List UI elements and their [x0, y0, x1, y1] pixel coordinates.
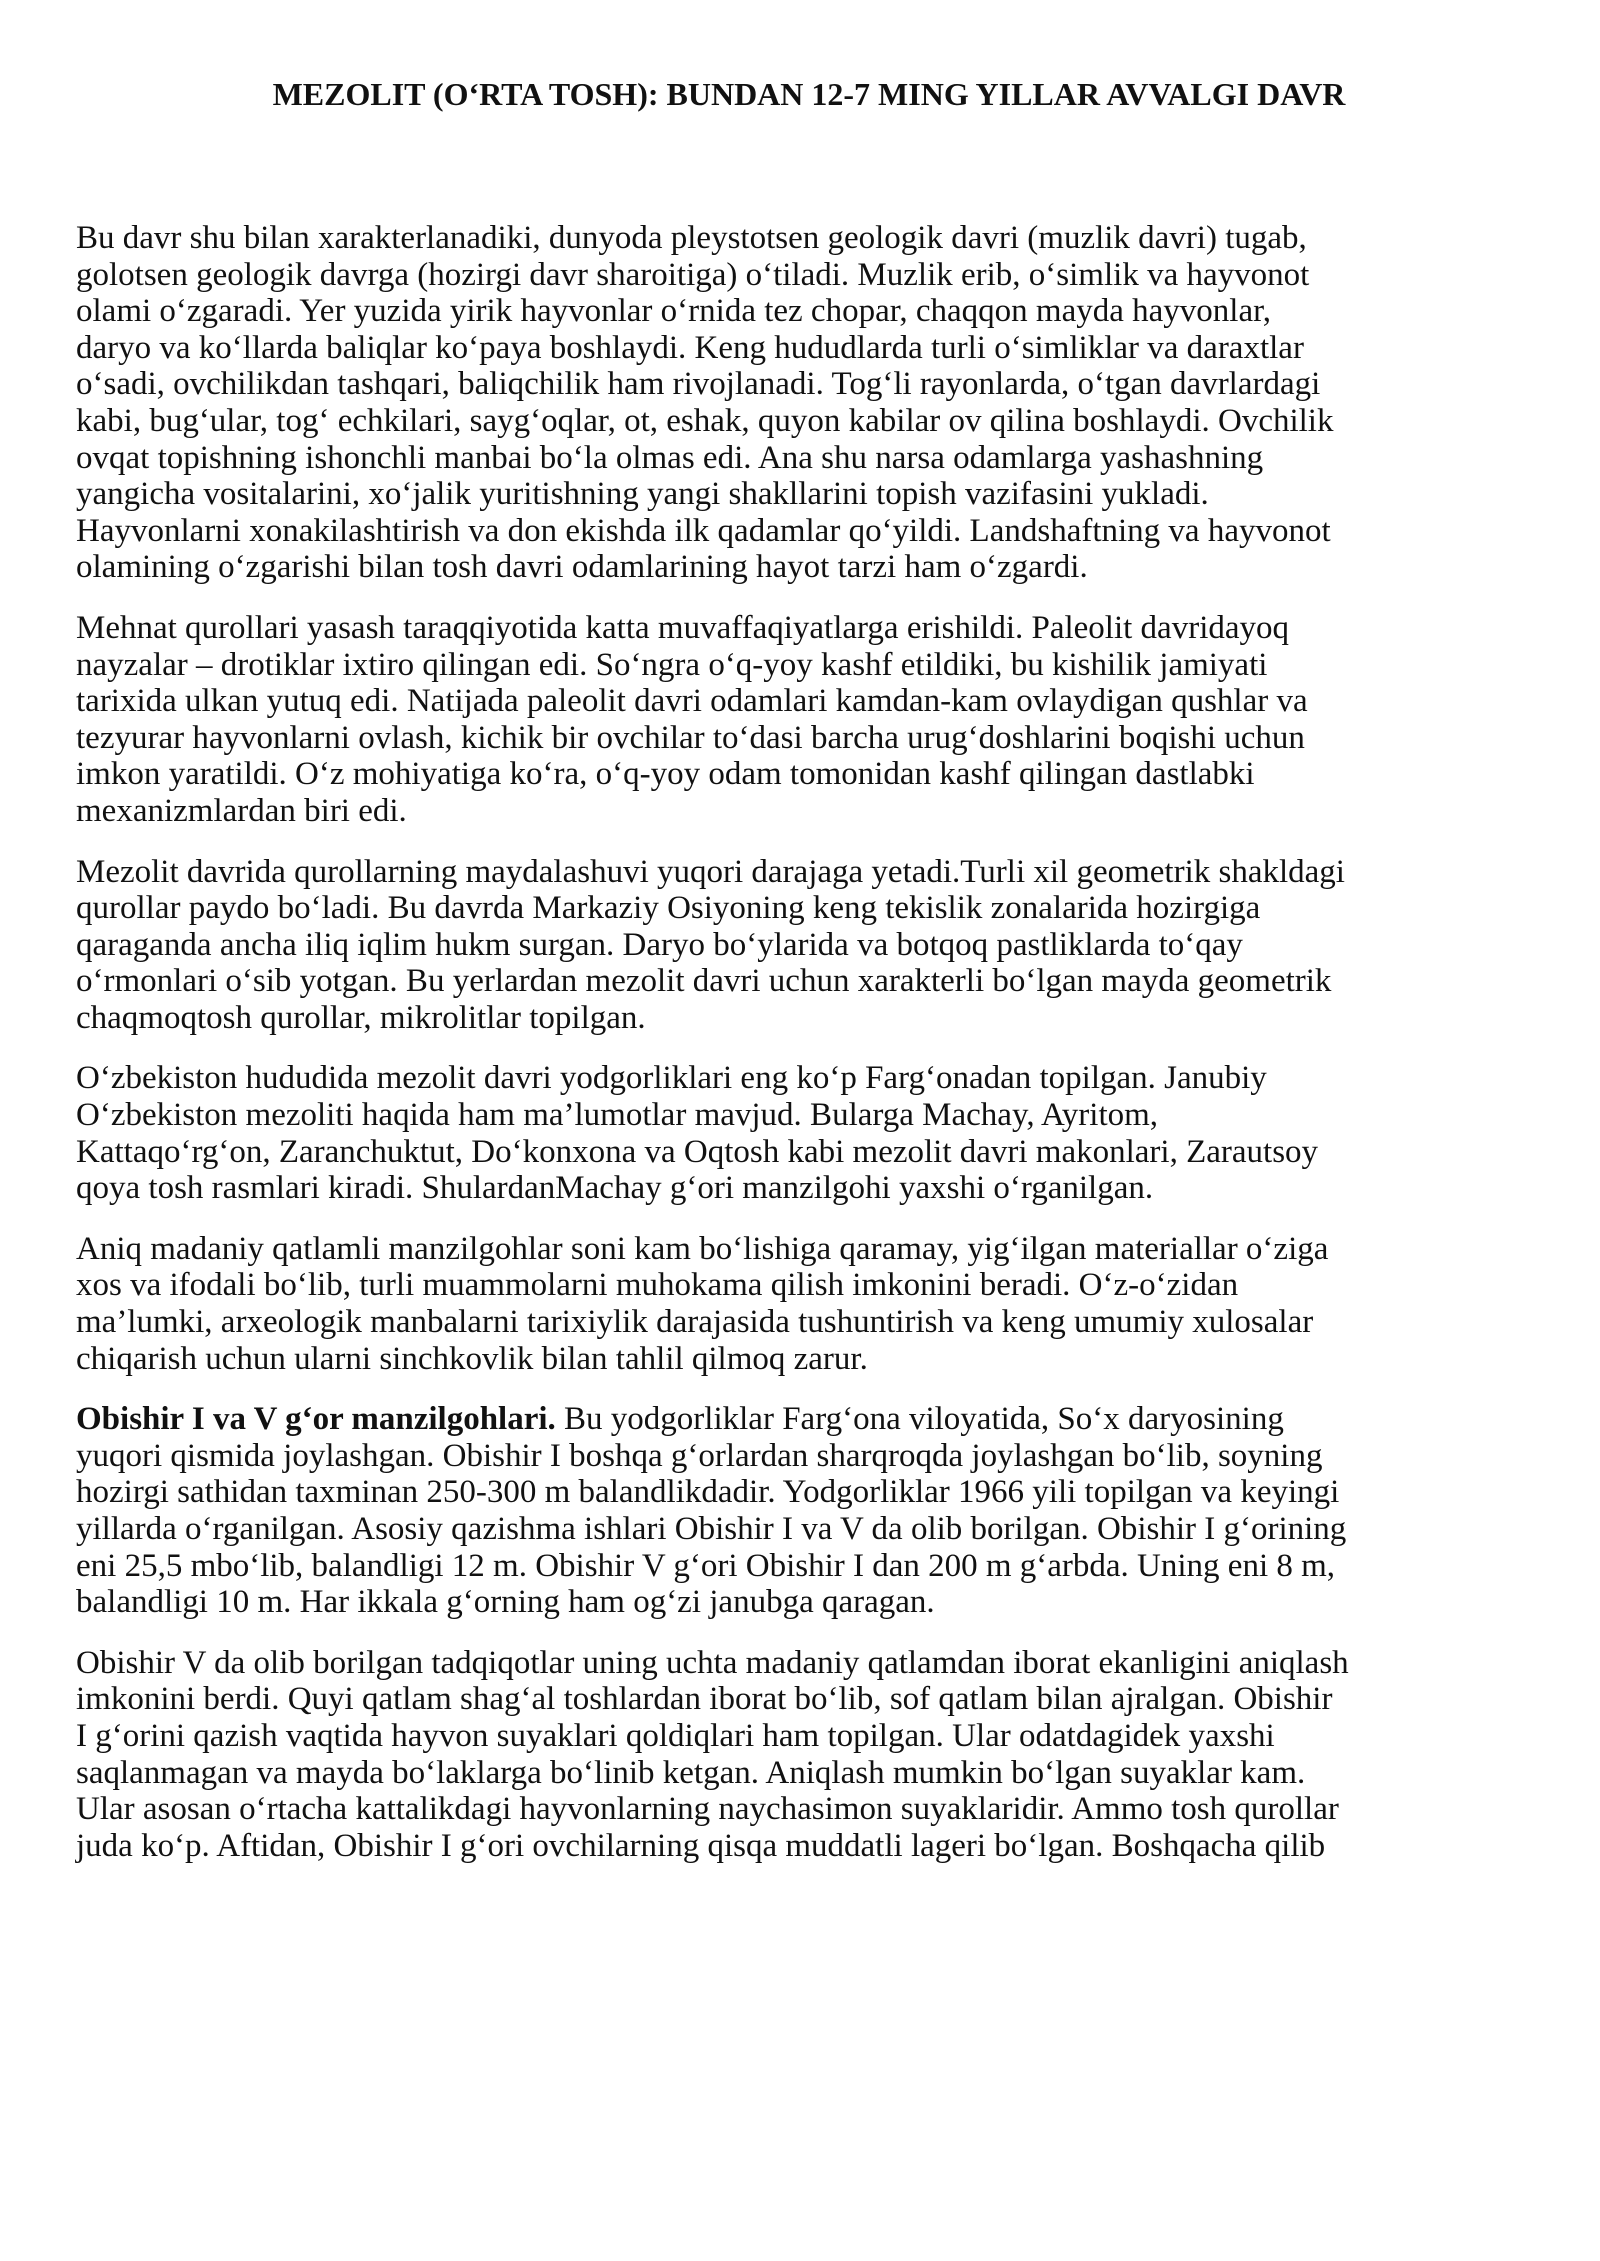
- paragraph-1: [76, 220, 1542, 586]
- text-line: qoya tosh rasmlari kiradi. ShulardanMachay g‘ori manzilgohi yaxshi o‘rganilgan.: [76, 1170, 1154, 1207]
- text-line: ma’lumki, arxeologik manbalarni tarixiylik darajasida tushuntirish va keng umumiy xulosalar: [76, 1304, 1314, 1341]
- text-line: Obishir V da olib borilgan tadqiqotlar uning uchta madaniy qatlamdan iborat ekanligini aniqlash: [76, 1644, 1349, 1681]
- text-line: o‘sadi, ovchilikdan tashqari, baliqchilik ham rivojlanadi. Tog‘li rayonlarda, o‘tgan davrlardagi: [76, 366, 1321, 403]
- text-line: juda ko‘p. Aftidan, Obishir I g‘ori ovchilarning qisqa muddatli lageri bo‘lgan. Boshqacha qilib: [76, 1827, 1326, 1864]
- text-line: O‘zbekiston mezoliti haqida ham ma’lumotlar mavjud. Bularga Machay, Ayritom,: [76, 1097, 1159, 1134]
- paragraph-4: [76, 1060, 1542, 1206]
- text-line: O‘zbekiston hududida mezolit davri yodgorliklari eng ko‘p Farg‘onadan topilgan. Janubiy: [76, 1060, 1267, 1097]
- text-line: olami o‘zgaradi. Yer yuzida yirik hayvonlar o‘rnida tez chopar, chaqqon mayda hayvonlar,: [76, 293, 1272, 330]
- text-line: tezyurar hayvonlarni ovlash, kichik bir ovchilar to‘dasi barcha urug‘doshlarini boqishi uchun: [76, 719, 1305, 756]
- text-line: nayzalar – drotiklar ixtiro qilingan edi. So‘ngra o‘q-yoy kashf etildiki, bu kishilik jamiyati: [76, 646, 1268, 683]
- text-line: chaqmoqtosh qurollar, mikrolitlar topilgan.: [76, 999, 646, 1036]
- paragraph-5: [76, 1231, 1542, 1377]
- text-line: qaraganda ancha iliq iqlim hukm surgan. Daryo bo‘ylarida va botqoq pastliklarda to‘qay: [76, 926, 1243, 963]
- text-line: qurollar paydo bo‘ladi. Bu davrda Markaziy Osiyoning keng tekislik zonalarida hozirgiga: [76, 890, 1261, 927]
- text-line: yillarda o‘rganilgan. Asosiy qazishma ishlari Obishir I va V da olib borilgan. Obishir I g‘orining: [76, 1511, 1347, 1547]
- paragraph-7: [76, 1645, 1542, 1865]
- paragraph-6: [76, 1401, 1542, 1621]
- text-line: xos va ifodali bo‘lib, turli muammolarni muhokama qilish imkonini beradi. O‘z-o‘zidan: [76, 1267, 1239, 1304]
- text-line: [76, 1401, 1542, 1438]
- text-line: olamining o‘zgarishi bilan tosh davri odamlarining hayot tarzi ham o‘zgardi.: [76, 549, 1088, 586]
- text-line: kabi, bug‘ular, tog‘ echkilari, sayg‘oqlar, ot, eshak, quyon kabilar ov qilina boshlaydi. Ovchilik: [76, 402, 1334, 439]
- text-line: ovqat topishning ishonchli manbai bo‘la olmas edi. Ana shu narsa odamlarga yashashning: [76, 439, 1264, 476]
- paragraph-3: [76, 854, 1542, 1037]
- text-line: Mehnat qurollari yasash taraqqiyotida katta muvaffaqiyatlarga erishildi. Paleolit davridayoq: [76, 609, 1290, 646]
- text-line: balandligi 10 m. Har ikkala g‘orning ham og‘zi janubga qaragan.: [76, 1584, 935, 1621]
- text-line: imkonini berdi. Quyi qatlam shag‘al toshlardan iborat bo‘lib, sof qatlam bilan ajralgan. Obishir: [76, 1681, 1333, 1718]
- text-line: o‘rmonlari o‘sib yotgan. Bu yerlardan mezolit davri uchun xarakterli bo‘lgan mayda geometrik: [76, 963, 1332, 1000]
- text-line: Hayvonlarni xonakilashtirish va don ekishda ilk qadamlar qo‘yildi. Landshaftning va hayvonot: [76, 512, 1331, 549]
- text-line: daryo va ko‘llarda baliqlar ko‘paya boshlaydi. Keng hududlarda turli o‘simliklar va daraxtlar: [76, 329, 1304, 366]
- text-line: Bu davr shu bilan xarakterlanadiki, dunyoda pleystotsen geologik davri (muzlik davri) tugab,: [76, 220, 1307, 256]
- text-line: golotsen geologik davrga (hozirgi davr sharoitiga) o‘tiladi. Muzlik erib, o‘simlik va hayvonot: [76, 256, 1310, 293]
- text-line: yangicha vositalarini, xo‘jalik yuritishning yangi shakllarini topish vazifasini yukladi.: [76, 476, 1209, 513]
- text-line: chiqarish uchun ularni sinchkovlik bilan tahlil qilmoq zarur.: [76, 1340, 868, 1377]
- text-line: Aniq madaniy qatlamli manzilgohlar soni kam bo‘lishiga qaramay, yig‘ilgan materiallar o‘ziga: [76, 1230, 1329, 1267]
- body-text: [76, 220, 1542, 1888]
- paragraph-2: [76, 610, 1542, 830]
- text-line: yuqori qismida joylashgan. Obishir I boshqa g‘orlardan sharqroqda joylashgan bo‘lib, soyning: [76, 1437, 1323, 1474]
- text-line: I g‘orini qazish vaqtida hayvon suyaklari qoldiqlari ham topilgan. Ular odatdagidek yaxshi: [76, 1717, 1275, 1754]
- text-line: Mezolit davrida qurollarning maydalashuvi yuqori darajaga yetadi.Turli xil geometrik shakldagi: [76, 853, 1345, 890]
- page-title: MEZOLIT (O‘RTA TOSH): BUNDAN 12-7 MING YILLAR AVVALGI DAVR: [272, 76, 1346, 112]
- text-fragment: Bu yodgorliklar Farg‘ona viloyatida, So‘x daryosining: [555, 1401, 1284, 1438]
- text-line: saqlanmagan va mayda bo‘laklarga bo‘linib ketgan. Aniqlash mumkin bo‘lgan suyaklar kam.: [76, 1754, 1306, 1791]
- section-heading: Obishir I va V g‘or manzilgohlari.: [76, 1401, 556, 1438]
- text-line: Ular asosan o‘rtacha kattalikdagi hayvonlarning naychasimon suyaklaridir. Ammo tosh qurollar: [76, 1791, 1339, 1828]
- text-line: imkon yaratildi. O‘z mohiyatiga ko‘ra, o‘q-yoy odam tomonidan kashf qilingan dastlabki: [76, 756, 1255, 793]
- text-line: eni 25,5 mbo‘lib, balandligi 12 m. Obishir V g‘ori Obishir I dan 200 m g‘arbda. Uning eni 8 m,: [76, 1547, 1336, 1584]
- text-line: Kattaqo‘rg‘on, Zaranchuktut, Do‘konxona va Oqtosh kabi mezolit davri makonlari, Zarautsoy: [76, 1133, 1319, 1170]
- text-line: mexanizmlardan biri edi.: [76, 792, 407, 829]
- text-line: hozirgi sathidan taxminan 250-300 m balandlikdadir. Yodgorliklar 1966 yili topilgan va keyingi: [76, 1474, 1340, 1511]
- text-line: tarixida ulkan yutuq edi. Natijada paleolit davri odamlari kamdan-kam ovlaydigan qushlar va: [76, 683, 1308, 720]
